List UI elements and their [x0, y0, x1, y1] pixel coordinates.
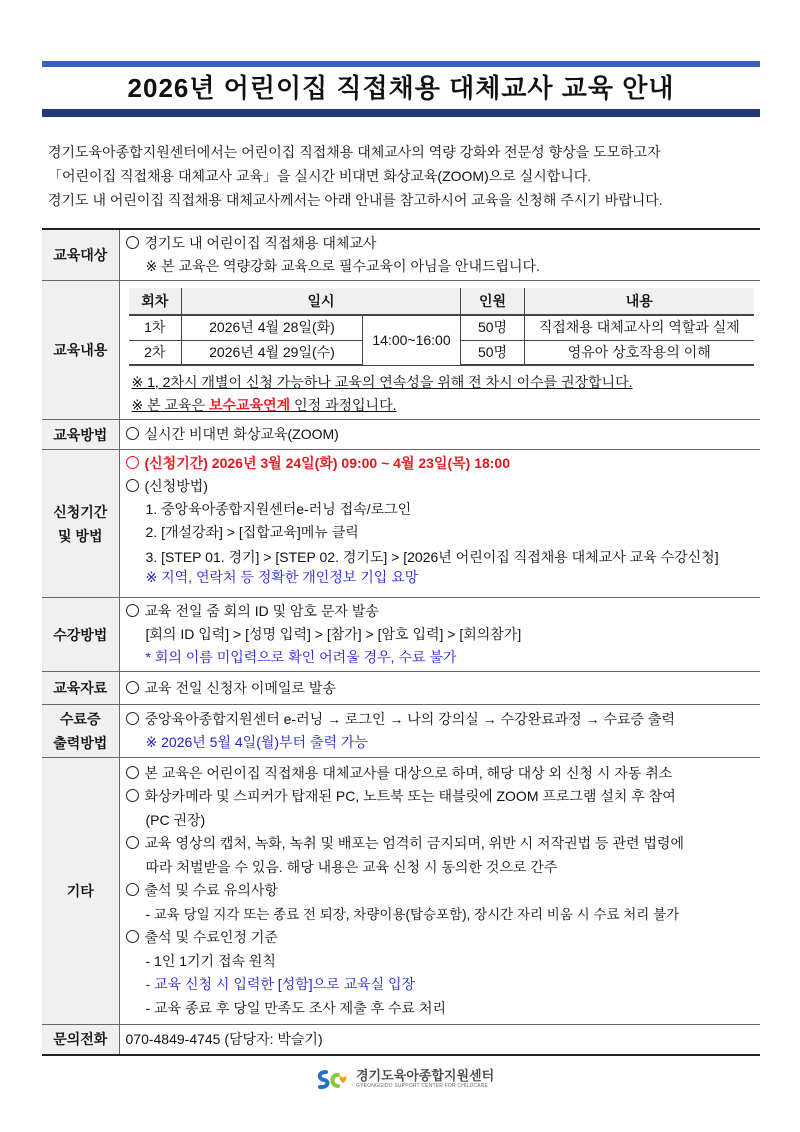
circle-bullet-icon	[126, 681, 139, 694]
text: 교육 전일 줌 회의 ID 및 암호 문자 발송	[144, 603, 379, 619]
text: 화상카메라 및 스피커가 탑재된 PC, 노트북 또는 태블릿에 ZOOM 프로그램 설치 후 참여	[144, 788, 676, 805]
col-header: 인원	[461, 288, 525, 315]
cell: 50명	[461, 340, 525, 365]
row-label	[42, 450, 119, 598]
circle-bullet-icon	[126, 456, 139, 469]
text: ※ 본 교육은	[131, 397, 209, 413]
note: ※ 지역, 연락처 등 정확한 개인정보 기입 요망	[145, 569, 419, 585]
row-label: 기타	[42, 758, 119, 1025]
highlight: 보수교육연계	[209, 397, 291, 413]
label-line: 수료증	[59, 711, 101, 727]
text: - 교육 신청 시 입력한 [성함]으로 교육실 입장	[145, 976, 416, 993]
text: (신청방법)	[144, 478, 208, 494]
text: 중앙육아종합지원센터 e-러닝 → 로그인 → 나의 강의실 → 수강완료과정 → 수료증 출력	[144, 711, 675, 727]
circle-bullet-icon	[126, 836, 139, 849]
row-content	[42, 281, 760, 420]
col-header: 회차	[129, 288, 182, 315]
row-cert	[42, 705, 760, 758]
step: 3. [STEP 01. 경기] > [STEP 02. 경기도] > [2026년 어린이집 직접채용 대체교사 교육 수강신청]	[145, 549, 719, 565]
row-apply	[42, 450, 760, 598]
note	[132, 397, 397, 413]
contact-phone: 070-4849-4745 (담당자: 박슬기)	[119, 1025, 760, 1055]
label-line: 및 방법	[58, 527, 103, 544]
row-label: 수강방법	[42, 598, 119, 672]
intro-line: 경기도육아종합지원센터에서는 어린이집 직접채용 대체교사의 역량 강화와 전문성 향상을 도모하고자	[48, 144, 661, 160]
logo-mark-icon	[316, 1066, 350, 1092]
center-logo	[316, 1066, 494, 1092]
row-etc	[42, 758, 760, 1025]
text: [회의 ID 입력] > [성명 입력] > [참가] > [암호 입력] > [회의참가]	[145, 626, 522, 642]
row-contact	[42, 1025, 760, 1055]
note: ※ 1, 2차시 개별이 신청 가능하나 교육의 연속성을 위해 전 차시 이수를 권장합니다.	[131, 374, 633, 390]
logo-name: 경기도육아종합지원센터	[356, 1068, 495, 1083]
intro-text	[48, 140, 760, 212]
text: - 교육 당일 지각 또는 종료 전 퇴장, 차량이용(탑승포함), 장시간 자리 비움 시 수료 처리 불가	[145, 906, 680, 922]
label-line: 신청기간	[53, 503, 108, 520]
note: * 회의 이름 미입력으로 확인 어려울 경우, 수료 불가	[145, 649, 457, 665]
text: 교육 영상의 캡처, 녹화, 녹취 및 배포는 엄격히 금지되며, 위반 시 저작권법 등 관련 법령에	[144, 835, 684, 852]
cell: 영유아 상호작용의 이해	[525, 340, 754, 365]
circle-bullet-icon	[126, 789, 139, 802]
schedule-table	[129, 288, 754, 366]
col-header: 내용	[525, 288, 754, 315]
row-label: 교육내용	[42, 281, 119, 420]
circle-bullet-icon	[126, 883, 139, 896]
cell: 2026년 4월 28일(화)	[182, 315, 363, 340]
info-table	[42, 228, 760, 1056]
circle-bullet-icon	[126, 766, 139, 779]
title-bottom-bar	[42, 109, 760, 117]
apply-period: (신청기간) 2026년 3월 24일(화) 09:00 ~ 4월 23일(목) 18:00	[144, 455, 511, 471]
row-method	[42, 420, 760, 450]
row-target	[42, 229, 760, 281]
row-label: 교육자료	[42, 672, 119, 705]
logo-subtitle: GYEONGGIDO SUPPORT CENTER FOR CHILDCARE	[356, 1083, 489, 1089]
row-label: 교육대상	[42, 229, 119, 281]
step: 2. [개설강좌] > [집합교육]메뉴 클릭	[145, 524, 359, 540]
table-row	[129, 315, 754, 340]
text: - 1인 1기기 접속 원칙	[145, 952, 276, 969]
circle-bullet-icon	[126, 930, 139, 943]
circle-bullet-icon	[126, 479, 139, 492]
cell: 2026년 4월 29일(수)	[182, 340, 363, 365]
text: 경기도 내 어린이집 직접채용 대체교사	[144, 235, 377, 251]
text: 인정 과정입니다.	[290, 397, 397, 413]
cell: 14:00~16:00	[363, 315, 461, 365]
intro-line: 「어린이집 직접채용 대체교사 교육」을 실시간 비대면 화상교육(ZOOM)으로 실시합니다.	[48, 168, 592, 184]
row-label	[42, 705, 119, 758]
row-attend	[42, 598, 760, 672]
cell: 1차	[129, 315, 182, 340]
cell: 직접채용 대체교사의 역할과 실제	[525, 315, 754, 340]
note: ※ 2026년 5월 4일(월)부터 출력 가능	[145, 734, 368, 750]
row-label: 교육방법	[42, 420, 119, 450]
text: 출석 및 수료 유의사항	[144, 882, 278, 899]
text: 실시간 비대면 화상교육(ZOOM)	[144, 426, 339, 442]
col-header: 일시	[182, 288, 461, 315]
text: - 교육 종료 후 당일 만족도 조사 제출 후 수료 처리	[145, 999, 447, 1016]
label-line: 출력방법	[53, 735, 108, 751]
page-title: 2026년 어린이집 직접채용 대체교사 교육 안내	[127, 73, 675, 103]
note: ※ 본 교육은 역량강화 교육으로 필수교육이 아님을 안내드립니다.	[145, 258, 540, 274]
text: 본 교육은 어린이집 직접채용 대체교사를 대상으로 하며, 해당 대상 외 신청 시 자동 취소	[144, 764, 673, 781]
row-material	[42, 672, 760, 705]
text: 따라 처벌받을 수 있음. 해당 내용은 교육 신청 시 동의한 것으로 간주	[145, 858, 558, 875]
text: (PC 권장)	[145, 811, 206, 828]
circle-bullet-icon	[126, 427, 139, 440]
cell: 2차	[129, 340, 182, 365]
text: 교육 전일 신청자 이메일로 발송	[144, 679, 336, 696]
cell: 50명	[461, 315, 525, 340]
circle-bullet-icon	[126, 604, 139, 617]
circle-bullet-icon	[126, 712, 139, 725]
circle-bullet-icon	[126, 236, 139, 249]
intro-line: 경기도 내 어린이집 직접채용 대체교사께서는 아래 안내를 참고하시어 교육을 신청해 주시기 바랍니다.	[48, 192, 663, 208]
step: 1. 중앙육아종합지원센터e-러닝 접속/로그인	[145, 501, 412, 517]
text: 출석 및 수료인정 기준	[144, 929, 278, 946]
row-label: 문의전화	[42, 1025, 119, 1055]
